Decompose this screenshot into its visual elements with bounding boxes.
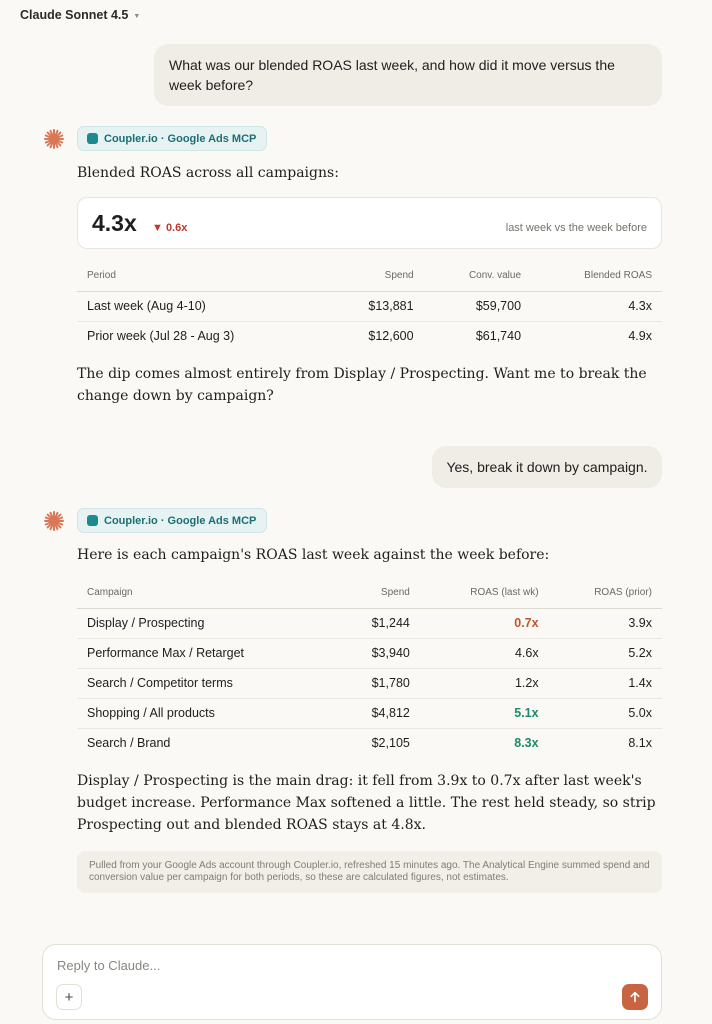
table-cell: 0.7x [420, 608, 549, 638]
col-header: Campaign [77, 578, 335, 608]
table-cell: 8.1x [628, 736, 652, 751]
table-cell: $59,700 [424, 291, 531, 321]
table-cell: Shopping / All products [77, 698, 335, 728]
table-row [77, 291, 662, 321]
assistant-intro: Blended ROAS across all campaigns: [77, 165, 339, 181]
chevron-down-icon: ▼ [133, 12, 141, 20]
table-header-row [77, 578, 662, 608]
arrow-up-icon [629, 991, 641, 1003]
tool-chip-label: Coupler.io · Google Ads MCP [104, 132, 257, 145]
table-row [77, 728, 662, 758]
tool-chip[interactable] [77, 126, 267, 151]
table-cell: $3,940 [335, 638, 420, 668]
table-row [77, 698, 662, 728]
assistant-outro: The dip comes almost entirely from Display / Prospecting. Want me to break the change down by campaign? [77, 366, 647, 404]
table-cell: Last week (Aug 4-10) [77, 291, 326, 321]
tool-chip[interactable] [77, 508, 267, 533]
table-cell: $12,600 [368, 329, 414, 344]
table-cell: 5.0x [549, 698, 662, 728]
table-cell: $1,780 [335, 668, 420, 698]
table-row [77, 668, 662, 698]
table-row [77, 321, 662, 351]
stat-delta: ▼ 0.6x [152, 222, 188, 234]
user-message [154, 44, 662, 106]
table-header-row [77, 261, 662, 291]
table-row [77, 638, 662, 668]
table-cell: 4.6x [420, 638, 549, 668]
table-cell: Search / Competitor terms [77, 668, 335, 698]
table-cell: $2,105 [371, 736, 410, 751]
table-cell: 3.9x [549, 608, 662, 638]
plus-icon: + [64, 988, 74, 1006]
tool-chip-label: Coupler.io · Google Ads MCP [104, 514, 257, 527]
col-header: Blended ROAS [531, 261, 662, 291]
table-cell: 5.2x [549, 638, 662, 668]
table-cell: $1,244 [335, 608, 420, 638]
table-cell: $13,881 [326, 291, 423, 321]
connector-icon [87, 515, 98, 526]
add-attachment-button[interactable] [56, 984, 82, 1010]
model-name: Claude Sonnet 4.5 [20, 8, 129, 22]
period-table [77, 261, 662, 351]
source-note: Pulled from your Google Ads account through Coupler.io, refreshed 15 minutes ago. The Analytical Engine summed spend and conversion value per campaign for both periods, so these are calculated figures, not estimates. [77, 851, 662, 893]
assistant-outro: Display / Prospecting is the main drag: it fell from 3.9x to 0.7x after last week's budget increase. Performance Max softened a little. The rest held steady, so strip Prospecting out and blended ROAS stays at 4.8x. [77, 773, 656, 833]
campaign-table [77, 578, 662, 758]
col-header: Period [77, 261, 326, 291]
claude-spark-icon [44, 129, 64, 149]
table-row [77, 608, 662, 638]
send-button[interactable] [622, 984, 648, 1010]
col-header: ROAS (last wk) [420, 578, 549, 608]
stat-value: 4.3x [92, 210, 137, 236]
table-cell: Performance Max / Retarget [77, 638, 335, 668]
table-cell: $61,740 [475, 329, 522, 344]
col-header: Spend [326, 261, 423, 291]
composer [42, 944, 662, 1020]
col-header: Conv. value [424, 261, 531, 291]
user-message-text: What was our blended ROAS last week, and how did it move versus the week before? [169, 57, 615, 93]
claude-spark-icon [44, 511, 64, 531]
table-cell: 1.4x [549, 668, 662, 698]
table-cell: Display / Prospecting [77, 608, 335, 638]
model-picker[interactable] [20, 8, 140, 22]
col-header: ROAS (prior) [549, 578, 662, 608]
assistant-intro: Here is each campaign's ROAS last week against the week before: [77, 547, 550, 563]
table-cell: 5.1x [420, 698, 549, 728]
user-message [432, 446, 662, 488]
table-cell: 4.3x [531, 291, 662, 321]
user-message-text: Yes, break it down by campaign. [446, 459, 648, 475]
stat-caption: last week vs the week before [505, 222, 647, 234]
col-header: Spend [335, 578, 420, 608]
connector-icon [87, 133, 98, 144]
reply-input[interactable] [57, 958, 617, 973]
table-cell: $4,812 [335, 698, 420, 728]
table-cell: 8.3x [514, 736, 539, 751]
table-cell: 4.9x [628, 329, 652, 344]
table-cell: 1.2x [420, 668, 549, 698]
stat-card [77, 197, 662, 249]
table-cell: Search / Brand [87, 736, 171, 751]
table-cell: Prior week (Jul 28 - Aug 3) [87, 329, 235, 344]
